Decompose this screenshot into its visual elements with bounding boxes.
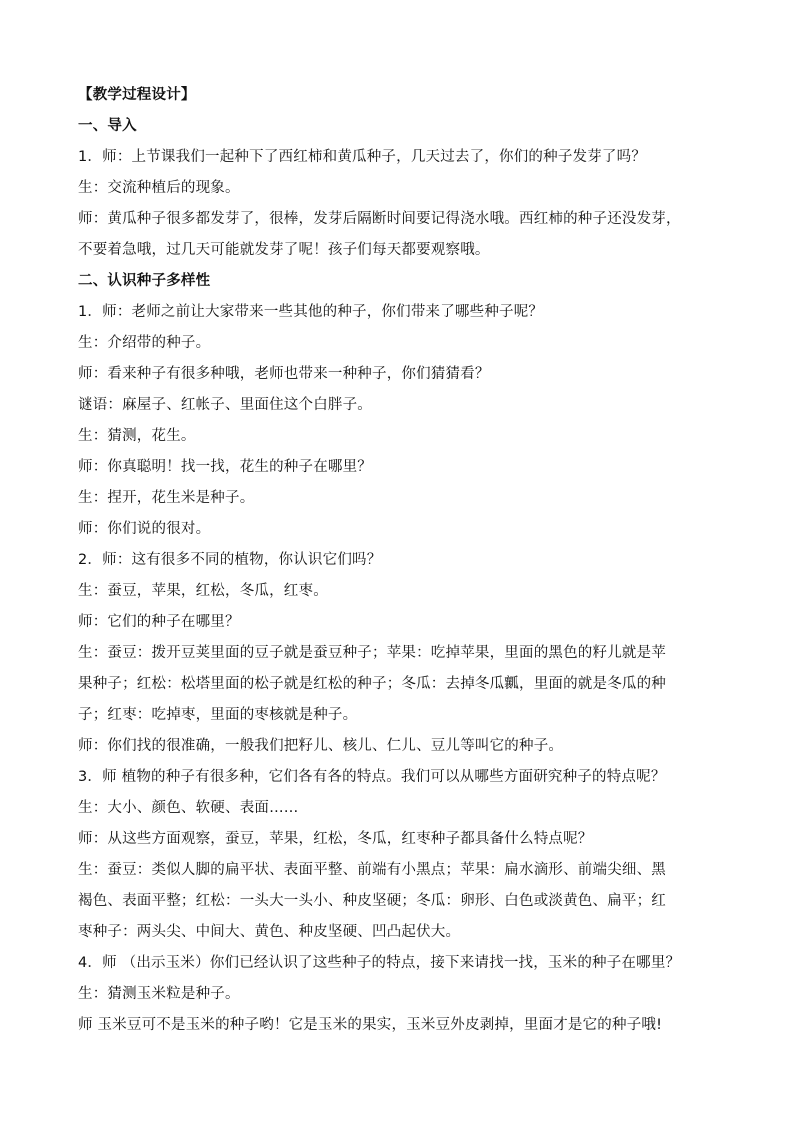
text-line: 子；红枣：吃掉枣，里面的枣核就是种子。	[78, 707, 358, 723]
text-line: 谜语：麻屋子、红帐子、里面住这个白胖子。	[78, 397, 372, 413]
text-line: 师：你们找的很准确，一般我们把籽儿、核儿、仁儿、豆儿等叫它的种子。	[78, 738, 564, 754]
text-line: 枣种子：两头尖、中间大、黄色、种皮坚硬、凹凸起伏大。	[78, 924, 461, 940]
text-line: 4．师 （出示玉米）你们已经认识了这些种子的特点，接下来请找一找，玉米的种子在哪里？	[78, 955, 681, 971]
text-line: 师：你真聪明！找一找，花生的种子在哪里？	[78, 459, 372, 475]
text-line: 师：你们说的很对。	[78, 521, 211, 537]
text-line: 褐色、表面平整；红松：一头大一头小、种皮坚硬；冬瓜：卵形、白色或淡黄色、扁平；红	[78, 893, 666, 909]
section-heading: 【教学过程设计】	[78, 87, 196, 103]
text-line: 师：看来种子有很多种哦，老师也带来一种种子，你们猜猜看？	[78, 366, 490, 382]
text-line: 生：猜测玉米粒是种子。	[78, 986, 240, 1002]
text-line: 1．师：老师之前让大家带来一些其他的种子，你们带来了哪些种子呢？	[78, 304, 544, 320]
text-line: 生：捏开，花生米是种子。	[78, 490, 255, 506]
text-line: 2．师：这有很多不同的植物，你认识它们吗？	[78, 552, 382, 568]
text-line: 生：介绍带的种子。	[78, 335, 211, 351]
text-line: 生：蚕豆：类似人脚的扁平状、表面平整、前端有小黑点；苹果：扁水滴形、前端尖细、黑	[78, 862, 666, 878]
text-line: 生：猜测，花生。	[78, 428, 196, 444]
text-line: 师：黄瓜种子很多都发芽了，很棒，发芽后隔断时间要记得浇水哦。西红柿的种子还没发芽，	[78, 211, 681, 227]
text-line: 师：从这些方面观察，蚕豆，苹果，红松，冬瓜，红枣种子都具备什么特点呢？	[78, 831, 593, 847]
text-line: 师 玉米豆可不是玉米的种子哟！它是玉米的果实，玉米豆外皮剥掉，里面才是它的种子哦!	[78, 1017, 663, 1033]
section-heading: 二、认识种子多样性	[78, 273, 211, 289]
text-line: 生：大小、颜色、软硬、表面……	[78, 800, 299, 816]
text-line: 生：蚕豆，苹果，红松，冬瓜，红枣。	[78, 583, 328, 599]
text-line: 1．师：上节课我们一起种下了西红柿和黄瓜种子，几天过去了，你们的种子发芽了吗？	[78, 149, 647, 165]
text-line: 3．师 植物的种子有很多种，它们各有各的特点。我们可以从哪些方面研究种子的特点呢？	[78, 769, 666, 785]
text-line: 果种子；红松：松塔里面的松子就是红松的种子；冬瓜：去掉冬瓜瓤，里面的就是冬瓜的种	[78, 676, 666, 692]
section-heading: 一、导入	[78, 118, 137, 134]
text-line: 生：蚕豆：拨开豆荚里面的豆子就是蚕豆种子；苹果：吃掉苹果，里面的黑色的籽儿就是苹	[78, 645, 666, 661]
document-body	[78, 80, 718, 1041]
text-line: 不要着急哦，过几天可能就发芽了呢！孩子们每天都要观察哦。	[78, 242, 490, 258]
text-line: 师：它们的种子在哪里？	[78, 614, 240, 630]
text-line: 生：交流种植后的现象。	[78, 180, 240, 196]
